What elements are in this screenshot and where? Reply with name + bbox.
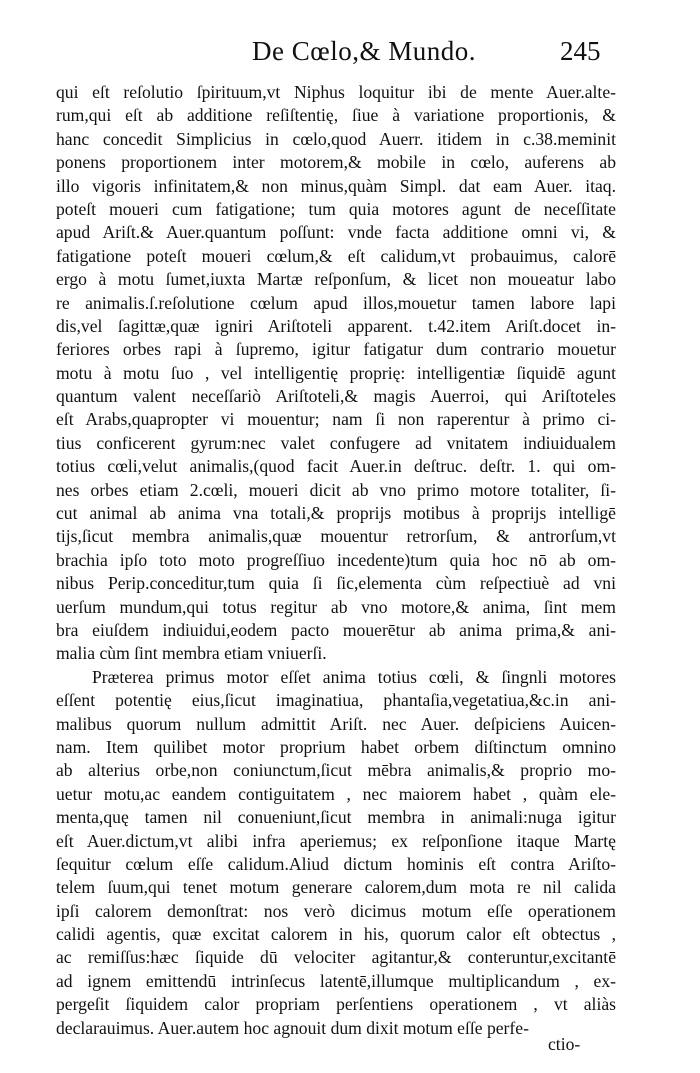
- text-line: motu à motu ſuo , vel intelligentię proprię: intelligentiæ ſiquidē agunt: [56, 362, 616, 383]
- text-line: tijs,ſicut membra animalis,quæ mouentur retrorſum, & antrorſum,vt: [56, 526, 616, 547]
- text-line: bra eiuſdem indiuidui,eodem pacto mouerētur ab anima prima,& ani-: [56, 619, 616, 640]
- text-line: uerſum mundum,qui totus regitur ab vno motore,& anima, ſint mem: [56, 596, 616, 617]
- text-line: poteſt moueri cum fatigatione; tum quia motores agunt de neceſſitate: [56, 198, 616, 219]
- text-line: calidi agentis, quæ excitat calorem in his, quorum calor eſt obtectus ,: [56, 924, 616, 945]
- body-text: [56, 81, 616, 1040]
- text-line: brachia ipſo toto moto progreſſiuo incedente)tum quia hoc nō ab om-: [56, 549, 616, 570]
- text-line: nam. Item quilibet motor proprium habet orbem diſtinctum omnino: [56, 736, 616, 757]
- text-line: eſſent potentię eius,ſicut imaginatiua, phantaſia,vegetatiua,&c.in ani-: [56, 690, 616, 711]
- text-line: nibus Perip.conceditur,tum quia ſi ſic,elementa cùm reſpectiuè ad vni: [56, 573, 616, 594]
- page-header: [0, 36, 700, 76]
- text-line: re animalis.ſ.reſolutione cœlum apud illos,mouetur tamen labore lapi: [56, 292, 616, 313]
- text-line: telem ſuum,qui tenet motum generare calorem,dum mota re nil calida: [56, 877, 616, 898]
- text-line: totius cœli,velut animalis,(quod facit Auer.in deſtruc. deſtr. 1. qui om-: [56, 456, 616, 477]
- text-line: qui eſt reſolutio ſpirituum,vt Niphus loquitur ibi de mente Auer.alte-: [56, 82, 616, 102]
- text-line: declarauimus. Auer.autem hoc agnouit dum dixit motum eſſe perfe-: [56, 1017, 529, 1038]
- text-line: illo vigoris infinitatem,& non minus,quàm Simpl. dat eam Auer. itaq.: [56, 175, 616, 196]
- text-line: eſt Arabs,quapropter vi mouentur; nam ſi non raperentur à primo ci-: [56, 409, 616, 430]
- running-title: De Cœlo,& Mundo.: [252, 36, 476, 66]
- text-line: quantum valent neceſſariò Ariſtoteli,& magis Auerroi, qui Ariſtoteles: [56, 386, 616, 407]
- text-line: eſt Auer.dictum,vt alibi infra aperiemus; ex reſponſione itaque Martę: [56, 830, 616, 851]
- text-line: ab alterius orbe,non coniunctum,ſicut mēbra animalis,& proprio mo-: [56, 760, 616, 781]
- text-line: pergeſit ſiquidem calor propriam perſentiens operationem , vt aliàs: [56, 994, 616, 1015]
- catchword: ctio-: [548, 1034, 581, 1054]
- text-line: Præterea primus motor eſſet anima totius cœli, & ſingnli motores: [92, 666, 616, 687]
- text-line: ipſi calorem demonſtrat: nos verò dicimus motum eſſe operationem: [56, 900, 616, 921]
- page-number: 245: [560, 36, 601, 66]
- text-line: tius conficerent gyrum:nec valet confugere ad vnitatem indiuidualem: [56, 432, 616, 453]
- text-line: nes orbes etiam 2.cœli, moueri dicit ab vno primo motore totaliter, ſi-: [56, 479, 616, 500]
- text-line: malia cùm ſint membra etiam vniuerſi.: [56, 643, 327, 664]
- text-line: ad ignem emittendū intrinſecus latentē,illumque multiplicandum , ex-: [56, 970, 616, 991]
- text-line: apud Ariſt.& Auer.quantum poſſunt: vnde facta additione omni vi, &: [56, 222, 616, 243]
- text-line: ac remiſſus:hæc ſiquide dū velociter agitantur,& conteruntur,excitantē: [56, 947, 616, 968]
- text-line: ſequitur cœlum eſſe calidum.Aliud dictum hominis eſt contra Ariſto-: [56, 853, 616, 874]
- text-line: dis,vel ſagittæ,quæ igniri Ariſtoteli apparent. t.42.item Ariſt.docet in-: [56, 315, 616, 336]
- text-line: uetur motu,ac eandem contiguitatem , nec maiorem habet , quàm ele-: [56, 783, 616, 804]
- text-line: cut animal ab anima vna totali,& proprijs motibus à proprijs intelligē: [56, 503, 616, 524]
- text-line: menta,quę tamen nil conueniunt,ſicut membra in animali:nuga igitur: [56, 807, 616, 828]
- text-line: ergo à motu ſumet,iuxta Martæ reſponſum, & licet non moueatur labo: [56, 269, 616, 290]
- text-line: malibus quorum nullum admittit Ariſt. nec Auer. deſpiciens Auicen-: [56, 713, 616, 734]
- text-line: rum,qui eſt ab additione reſiſtentię, ſiue à variatione proportionis, &: [56, 105, 616, 126]
- text-line: fatigatione poteſt moueri cœlum,& eſt calidum,vt probauimus, calorē: [56, 245, 616, 266]
- text-line: ponens proportionem inter motorem,& mobile in cœlo, auferens ab: [56, 152, 616, 173]
- text-line: hanc concedit Simplicius in cœlo,quod Auerr. itidem in c.38.meminit: [56, 128, 616, 149]
- text-line: feriores orbes rapi à ſupremo, igitur fatigatur dum contrario mouetur: [56, 339, 616, 360]
